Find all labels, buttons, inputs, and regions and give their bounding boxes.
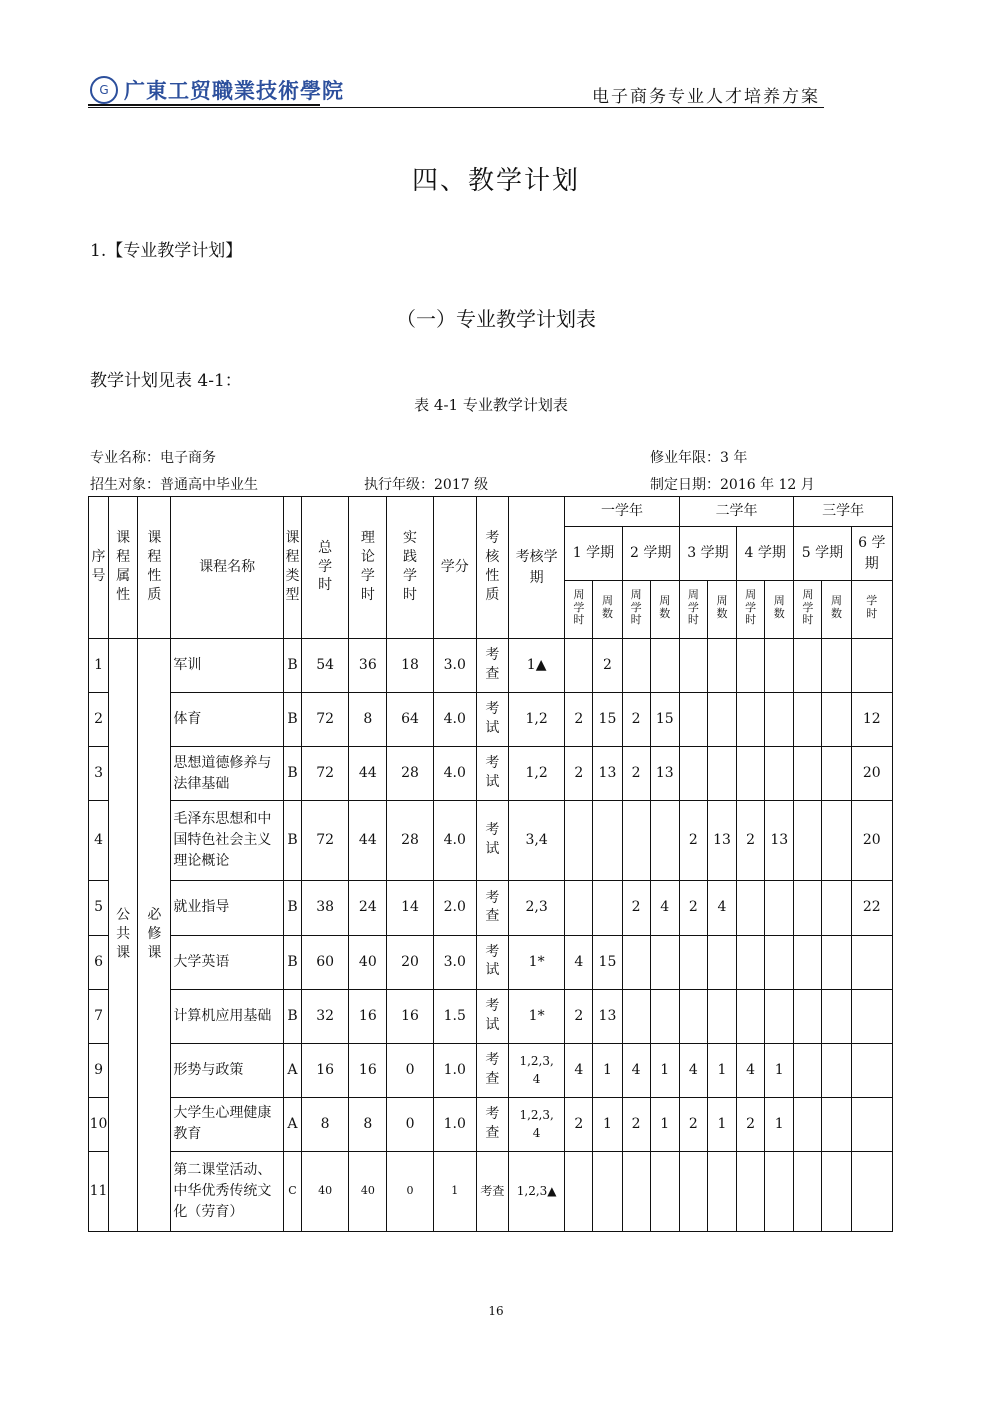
cell-t2-wh [622, 989, 650, 1043]
header-year-3: 三学年 [794, 497, 893, 527]
cell-t4-wh: 4 [737, 1043, 765, 1097]
cell-total: 72 [302, 801, 349, 881]
cell-t4-wh [737, 989, 765, 1043]
cell-t3-wk [707, 747, 736, 801]
cell-theory: 8 [349, 1097, 387, 1151]
header-weekly-hours: 周学时 [679, 581, 707, 639]
cell-practice: 28 [387, 747, 433, 801]
cell-t4-wh [737, 747, 765, 801]
cell-type: B [283, 747, 301, 801]
cell-t4-wk [765, 881, 794, 935]
cell-t4-wh: 2 [737, 1097, 765, 1151]
subsection-title: （一）专业教学计划表 [396, 307, 596, 331]
cell-course-name: 大学生心理健康教育 [171, 1097, 284, 1151]
cell-exam-term: 1▲ [509, 639, 565, 693]
cell-total: 60 [302, 935, 349, 989]
cell-t4-wh [737, 881, 765, 935]
cell-t5-wh [794, 639, 822, 693]
header-course-name: 课程名称 [171, 497, 284, 639]
page-number: 16 [488, 1304, 504, 1318]
cell-theory: 44 [349, 801, 387, 881]
cell-course-nature: 必修课 [138, 639, 171, 1232]
cell-t2-wk: 13 [650, 747, 679, 801]
cell-t3-wh [679, 989, 707, 1043]
cell-t4-wk [765, 1151, 794, 1231]
cell-t2-wh: 2 [622, 693, 650, 747]
cell-t3-wk [707, 1151, 736, 1231]
cell-t1-wh [565, 1151, 593, 1231]
cell-t3-wk: 13 [707, 801, 736, 881]
cell-seq: 10 [89, 1097, 109, 1151]
header-course-type: 课程类型 [283, 497, 301, 639]
cell-total: 16 [302, 1043, 349, 1097]
cell-t3-wh [679, 1151, 707, 1231]
cell-t2-wh: 4 [622, 1043, 650, 1097]
cell-exam-term: 3,4 [509, 801, 565, 881]
header-term-5: 5 学期 [794, 527, 851, 581]
cell-course-name: 毛泽东思想和中国特色社会主义理论概论 [171, 801, 284, 881]
cell-t2-wh: 2 [622, 1097, 650, 1151]
cell-practice: 28 [387, 801, 433, 881]
cell-course-name: 思想道德修养与法律基础 [171, 747, 284, 801]
cell-t1-wh [565, 881, 593, 935]
cell-seq: 6 [89, 935, 109, 989]
cell-t2-wk: 4 [650, 881, 679, 935]
table-row [89, 747, 893, 801]
cell-t5-wh [794, 693, 822, 747]
enrollment-target: 招生对象：普通高中毕业生 [90, 477, 258, 493]
header-term-1: 1 学期 [565, 527, 622, 581]
header-credit: 学分 [433, 497, 476, 639]
cell-t1-wh [565, 639, 593, 693]
college-name-logo: 广東工贸職業技術學院 [124, 78, 344, 103]
cell-t5-wh [794, 1097, 822, 1151]
cell-exam: 考查 [476, 881, 508, 935]
cell-credit: 4.0 [433, 801, 476, 881]
cell-t3-wh [679, 747, 707, 801]
table-row [89, 801, 893, 881]
table-row [89, 1151, 893, 1231]
cell-exam: 考试 [476, 801, 508, 881]
header-weekly-hours: 周学时 [737, 581, 765, 639]
cell-t5-wh [794, 881, 822, 935]
header-rule-thick [88, 104, 320, 106]
cell-t3-wk: 4 [707, 881, 736, 935]
cell-t4-wk: 1 [765, 1097, 794, 1151]
document-title: 电子商务专业人才培养方案 [592, 87, 820, 107]
cell-t6-hours [851, 1097, 892, 1151]
cell-exam: 考试 [476, 747, 508, 801]
cell-t1-wk [593, 881, 622, 935]
college-logo [90, 75, 344, 105]
cell-course-attr: 公共课 [109, 639, 138, 1232]
cell-t4-wk [765, 693, 794, 747]
table-row [89, 1043, 893, 1097]
cell-t2-wk: 15 [650, 693, 679, 747]
cell-practice: 0 [387, 1151, 433, 1231]
study-years: 修业年限：3 年 [650, 450, 748, 466]
cell-practice: 64 [387, 693, 433, 747]
cell-t1-wh: 2 [565, 693, 593, 747]
header-weekly-hours: 周学时 [794, 581, 822, 639]
cell-t5-wk [822, 881, 851, 935]
cell-t5-wk [822, 989, 851, 1043]
cell-t5-wk [822, 693, 851, 747]
cell-t3-wh: 2 [679, 1097, 707, 1151]
cell-credit: 1.0 [433, 1097, 476, 1151]
cell-type: B [283, 639, 301, 693]
cell-t4-wk [765, 639, 794, 693]
cell-exam: 考查 [476, 1097, 508, 1151]
cell-practice: 16 [387, 989, 433, 1043]
cell-t1-wk: 13 [593, 989, 622, 1043]
cell-t1-wh [565, 801, 593, 881]
cell-credit: 1.5 [433, 989, 476, 1043]
cell-t3-wh [679, 693, 707, 747]
cell-type: B [283, 935, 301, 989]
header-exam-type: 考核性质 [476, 497, 508, 639]
cell-t5-wh [794, 747, 822, 801]
cell-t6-hours [851, 639, 892, 693]
cell-theory: 16 [349, 989, 387, 1043]
cell-t3-wk [707, 693, 736, 747]
cell-t2-wh [622, 1151, 650, 1231]
cell-t2-wh [622, 935, 650, 989]
cell-practice: 0 [387, 1043, 433, 1097]
cell-type: A [283, 1043, 301, 1097]
cell-exam: 考试 [476, 935, 508, 989]
cell-t4-wk: 13 [765, 801, 794, 881]
cell-type: B [283, 989, 301, 1043]
cell-t6-hours [851, 989, 892, 1043]
cell-t5-wh [794, 1151, 822, 1231]
cell-credit: 4.0 [433, 693, 476, 747]
cell-type: B [283, 801, 301, 881]
college-emblem-icon: G [90, 76, 118, 104]
cell-exam-term: 1,2 [509, 693, 565, 747]
cell-total: 40 [302, 1151, 349, 1231]
cell-t3-wh: 2 [679, 881, 707, 935]
cell-course-name: 体育 [171, 693, 284, 747]
cell-t6-hours: 12 [851, 693, 892, 747]
cell-t2-wh [622, 639, 650, 693]
cell-t2-wh: 2 [622, 881, 650, 935]
table-row [89, 989, 893, 1043]
header-term-6: 6 学期 [851, 527, 892, 581]
cell-t5-wk [822, 1097, 851, 1151]
cell-seq: 11 [89, 1151, 109, 1231]
table-row [89, 639, 893, 693]
cell-theory: 8 [349, 693, 387, 747]
cell-t4-wh: 2 [737, 801, 765, 881]
header-course-attr: 课程属性 [109, 497, 138, 639]
cell-theory: 40 [349, 935, 387, 989]
chapter-title: 四、教学计划 [411, 166, 580, 196]
cell-seq: 9 [89, 1043, 109, 1097]
cell-t1-wh: 2 [565, 989, 593, 1043]
cell-t3-wk [707, 989, 736, 1043]
cell-t4-wh [737, 1151, 765, 1231]
header-weeks: 周数 [822, 581, 851, 639]
cell-t5-wh [794, 801, 822, 881]
cell-exam-term: 1,2,3▲ [509, 1151, 565, 1231]
header-rule-thin [88, 107, 824, 108]
header-weeks: 周数 [593, 581, 622, 639]
cell-course-name: 计算机应用基础 [171, 989, 284, 1043]
cell-t1-wk: 13 [593, 747, 622, 801]
cell-exam: 考查 [476, 1151, 508, 1231]
cell-t3-wh [679, 935, 707, 989]
table-row [89, 935, 893, 989]
cell-t1-wk: 15 [593, 935, 622, 989]
cell-total: 32 [302, 989, 349, 1043]
cell-t1-wk [593, 1151, 622, 1231]
page-header [88, 72, 824, 110]
cell-exam-term: 1,2 [509, 747, 565, 801]
cell-credit: 4.0 [433, 747, 476, 801]
header-exam-term: 考核学期 [509, 497, 565, 639]
cell-t3-wk: 1 [707, 1043, 736, 1097]
intro-text: 教学计划见表 4-1： [90, 371, 242, 391]
cell-t1-wk: 1 [593, 1043, 622, 1097]
cell-t2-wh: 2 [622, 747, 650, 801]
cell-credit: 3.0 [433, 935, 476, 989]
cell-course-name: 大学英语 [171, 935, 284, 989]
teaching-plan-table [88, 496, 893, 1232]
cell-t1-wh: 2 [565, 747, 593, 801]
cell-t3-wk: 1 [707, 1097, 736, 1151]
header-weeks: 周数 [707, 581, 736, 639]
cell-course-name: 形势与政策 [171, 1043, 284, 1097]
cell-theory: 40 [349, 1151, 387, 1231]
cell-t5-wk [822, 639, 851, 693]
cell-t2-wk: 1 [650, 1097, 679, 1151]
cell-t4-wk: 1 [765, 1043, 794, 1097]
cell-type: C [283, 1151, 301, 1231]
cell-exam-term: 1,2,3,4 [509, 1097, 565, 1151]
section-heading: 1.【专业教学计划】 [90, 241, 243, 261]
header-theory-hours: 理论学时 [349, 497, 387, 639]
cell-theory: 36 [349, 639, 387, 693]
cell-t4-wh [737, 935, 765, 989]
cell-t5-wk [822, 1043, 851, 1097]
cell-t3-wh: 4 [679, 1043, 707, 1097]
cell-exam: 考查 [476, 639, 508, 693]
cell-seq: 5 [89, 881, 109, 935]
cell-t2-wk [650, 801, 679, 881]
cell-t2-wk [650, 639, 679, 693]
cell-t2-wk: 1 [650, 1043, 679, 1097]
cell-t1-wk [593, 801, 622, 881]
cell-t3-wh: 2 [679, 801, 707, 881]
cell-t5-wh [794, 989, 822, 1043]
cell-t1-wh: 2 [565, 1097, 593, 1151]
cell-t4-wh [737, 639, 765, 693]
header-weeks: 周数 [765, 581, 794, 639]
cell-practice: 18 [387, 639, 433, 693]
header-weekly-hours: 周学时 [565, 581, 593, 639]
header-practice-hours: 实践学时 [387, 497, 433, 639]
cell-t1-wh: 4 [565, 1043, 593, 1097]
cell-practice: 20 [387, 935, 433, 989]
cell-course-name: 军训 [171, 639, 284, 693]
cell-exam: 考试 [476, 989, 508, 1043]
cell-exam-term: 1* [509, 989, 565, 1043]
cell-practice: 0 [387, 1097, 433, 1151]
cell-t4-wk [765, 989, 794, 1043]
cell-total: 54 [302, 639, 349, 693]
cell-t1-wk: 2 [593, 639, 622, 693]
execution-grade: 执行年级：2017 级 [364, 477, 489, 493]
cell-credit: 1.0 [433, 1043, 476, 1097]
header-year-2: 二学年 [679, 497, 794, 527]
cell-t3-wk [707, 935, 736, 989]
cell-t5-wk [822, 747, 851, 801]
header-hours: 学时 [851, 581, 892, 639]
cell-t3-wk [707, 639, 736, 693]
table-row [89, 1097, 893, 1151]
header-term-2: 2 学期 [622, 527, 679, 581]
cell-course-name: 第二课堂活动、中华优秀传统文化（劳育） [171, 1151, 284, 1231]
header-year-1: 一学年 [565, 497, 680, 527]
cell-t6-hours: 20 [851, 801, 892, 881]
cell-t2-wk [650, 935, 679, 989]
cell-total: 72 [302, 747, 349, 801]
cell-t1-wh: 4 [565, 935, 593, 989]
cell-seq: 1 [89, 639, 109, 693]
header-weeks: 周数 [650, 581, 679, 639]
cell-exam: 考试 [476, 693, 508, 747]
cell-t6-hours [851, 1043, 892, 1097]
cell-t5-wk [822, 1151, 851, 1231]
cell-total: 38 [302, 881, 349, 935]
header-seq: 序号 [89, 497, 109, 639]
header-total-hours: 总学时 [302, 497, 349, 639]
cell-course-name: 就业指导 [171, 881, 284, 935]
cell-t1-wk: 15 [593, 693, 622, 747]
cell-type: B [283, 693, 301, 747]
cell-type: A [283, 1097, 301, 1151]
cell-theory: 16 [349, 1043, 387, 1097]
cell-t6-hours [851, 1151, 892, 1231]
header-term-4: 4 学期 [737, 527, 794, 581]
major-name: 专业名称：电子商务 [90, 450, 216, 466]
cell-total: 72 [302, 693, 349, 747]
cell-exam-term: 1* [509, 935, 565, 989]
cell-credit: 2.0 [433, 881, 476, 935]
cell-exam-term: 1,2,3,4 [509, 1043, 565, 1097]
cell-t2-wh [622, 801, 650, 881]
cell-t5-wk [822, 935, 851, 989]
cell-seq: 7 [89, 989, 109, 1043]
cell-t3-wh [679, 639, 707, 693]
cell-theory: 24 [349, 881, 387, 935]
cell-seq: 4 [89, 801, 109, 881]
header-weekly-hours: 周学时 [622, 581, 650, 639]
cell-exam: 考查 [476, 1043, 508, 1097]
formulation-date: 制定日期：2016 年 12 月 [650, 477, 815, 493]
cell-t4-wh [737, 693, 765, 747]
cell-t4-wk [765, 935, 794, 989]
cell-credit: 1 [433, 1151, 476, 1231]
cell-t6-hours: 22 [851, 881, 892, 935]
table-row [89, 881, 893, 935]
cell-t6-hours [851, 935, 892, 989]
cell-t2-wk [650, 1151, 679, 1231]
cell-seq: 3 [89, 747, 109, 801]
cell-t4-wk [765, 747, 794, 801]
cell-t5-wk [822, 801, 851, 881]
cell-total: 8 [302, 1097, 349, 1151]
cell-t1-wk: 1 [593, 1097, 622, 1151]
table-caption: 表 4-1 专业教学计划表 [414, 396, 568, 414]
cell-type: B [283, 881, 301, 935]
cell-t5-wh [794, 1043, 822, 1097]
cell-t5-wh [794, 935, 822, 989]
cell-exam-term: 2,3 [509, 881, 565, 935]
cell-t2-wk [650, 989, 679, 1043]
cell-theory: 44 [349, 747, 387, 801]
header-course-nature: 课程性质 [138, 497, 171, 639]
cell-seq: 2 [89, 693, 109, 747]
table-row [89, 693, 893, 747]
header-term-3: 3 学期 [679, 527, 736, 581]
cell-credit: 3.0 [433, 639, 476, 693]
cell-t6-hours: 20 [851, 747, 892, 801]
cell-practice: 14 [387, 881, 433, 935]
